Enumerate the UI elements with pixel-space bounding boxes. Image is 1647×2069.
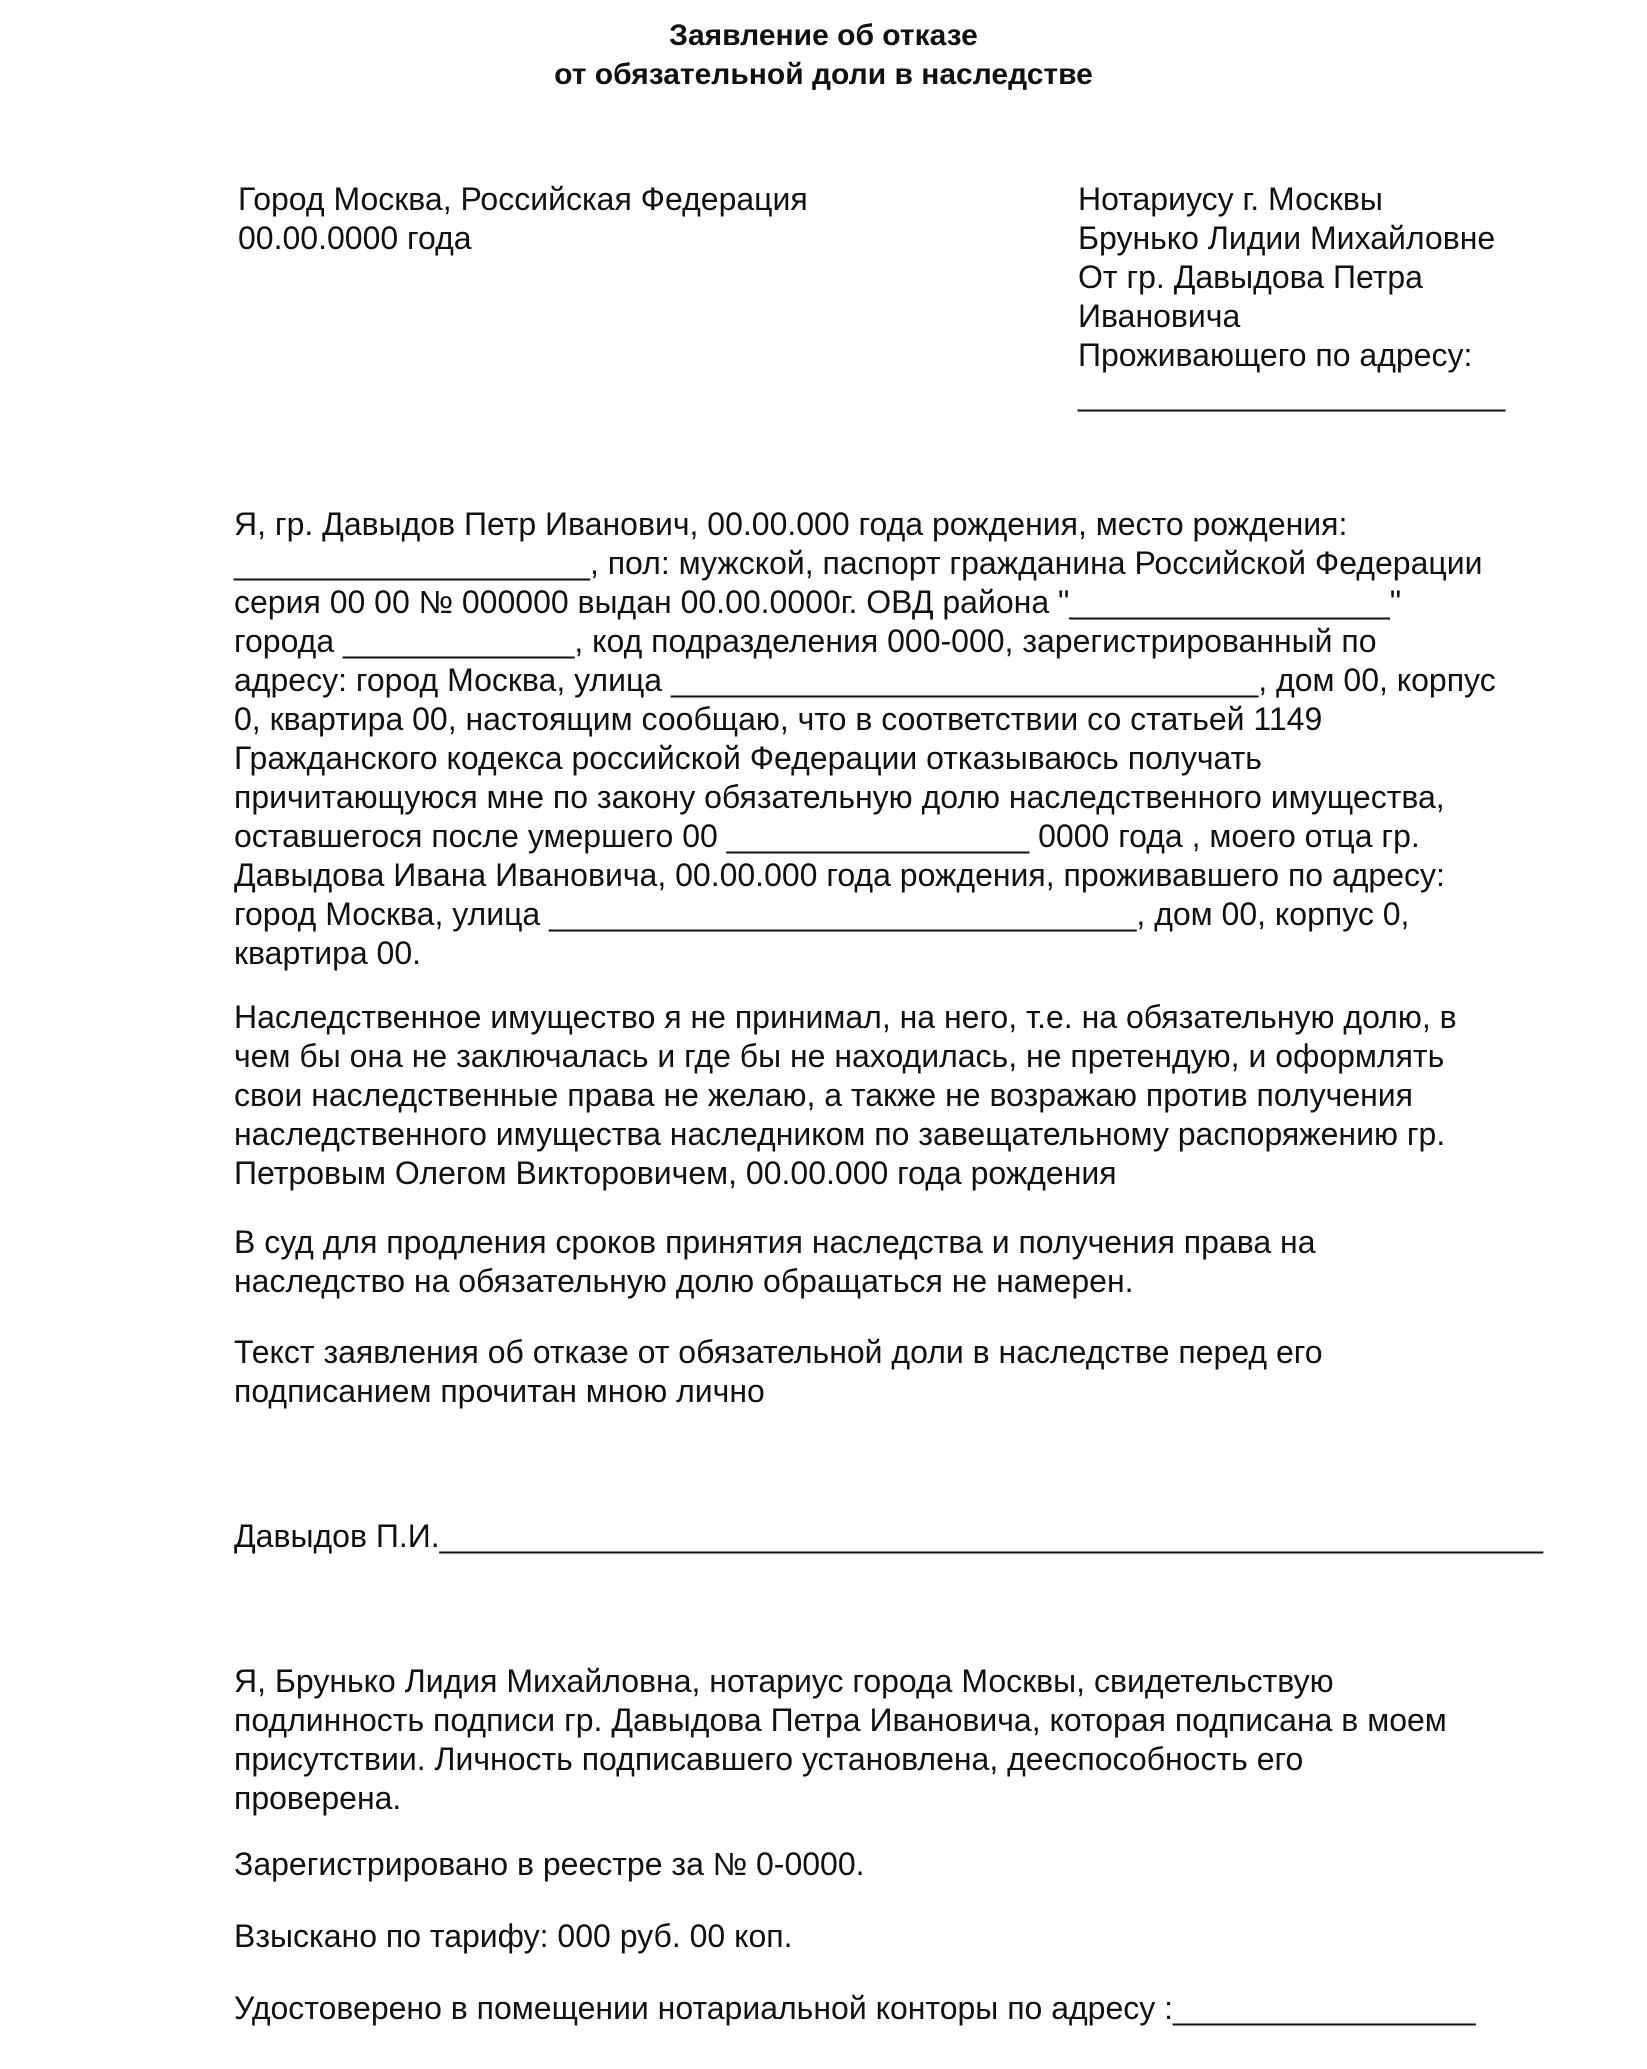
signature-text: Давыдов П.И.______________________________________________________________ [234,1518,1544,1554]
document-title [0,16,1647,94]
addressee-line: Брунько Лидии Михайловне [1078,220,1496,256]
certified-text: Удостоверено в помещении нотариальной конторы по адресу :_________________ [234,1990,1476,2026]
main-statement-paragraph [234,505,1534,973]
paragraph-line: свои наследственные права не желаю, а также не возражаю против получения [234,1077,1413,1113]
paragraph-line: Давыдова Ивана Ивановича, 00.00.000 года рождения, проживавшего по адресу: [234,857,1445,893]
title-line-1: Заявление об отказе [669,19,978,52]
paragraph-line: наследство на обязательную долю обращаться не намерен. [234,1263,1134,1299]
court-paragraph [234,1223,1534,1301]
registry-line [234,1845,1534,1884]
address-blank-line: ________________________ [1078,376,1506,412]
paragraph-line: проверена. [234,1780,402,1816]
header-date: 00.00.0000 года [238,220,472,256]
header-city: Город Москва, Российская Федерация [238,181,808,217]
paragraph-line: наследственного имущества наследником по завещательному распоряжению гр. [234,1116,1446,1152]
read-confirmation-paragraph [234,1333,1534,1411]
addressee-line: Нотариусу г. Москвы [1078,181,1383,217]
addressee-line: От гр. Давыдова Петра [1078,259,1423,295]
certified-location-line [234,1989,1534,2028]
paragraph-line: серия 00 00 № 000000 выдан 00.00.0000г. ОВД района "__________________" [234,584,1402,620]
paragraph-line: город Москва, улица _________________________________, дом 00, корпус 0, [234,896,1410,932]
paragraph-line: 0, квартира 00, настоящим сообщаю, что в соответствии со статьей 1149 [234,701,1323,737]
paragraph-line: Текст заявления об отказе от обязательной доли в наследстве перед его [234,1334,1323,1370]
paragraph-line: чем бы она не заключалась и где бы не находилась, не претендую, и оформлять [234,1038,1445,1074]
paragraph-line: адресу: город Москва, улица _________________________________, дом 00, корпус [234,662,1496,698]
paragraph-line: Наследственное имущество я не принимал, на него, т.е. на обязательную долю, в [234,999,1457,1035]
addressee-block [1078,180,1505,414]
paragraph-line: Петровым Олегом Викторовичем, 00.00.000 года рождения [234,1155,1117,1191]
paragraph-line: причитающуюся мне по закону обязательную долю наследственного имущества, [234,779,1445,815]
registry-text: Зарегистрировано в реестре за № 0-0000. [234,1846,865,1882]
addressee-line: Ивановича [1078,298,1241,334]
paragraph-line: оставшегося после умершего 00 _________________ 0000 года , моего отца гр. [234,818,1420,854]
paragraph-line: Я, гр. Давыдов Петр Иванович, 00.00.000 года рождения, место рождения: [234,506,1348,542]
notary-certification-paragraph [234,1662,1534,1818]
paragraph-line: подлинность подписи гр. Давыдова Петра Ивановича, которая подписана в моем [234,1702,1447,1738]
paragraph-line: города _____________, код подразделения 000-000, зарегистрированный по [234,623,1377,659]
title-line-2: от обязательной доли в наследстве [554,58,1093,91]
addressee-line: Проживающего по адресу: [1078,337,1473,373]
paragraph-line: подписанием прочитан мною лично [234,1373,765,1409]
paragraph-line: ____________________, пол: мужской, паспорт гражданина Российской Федерации [234,545,1483,581]
header-left-block [238,180,808,258]
paragraph-line: Я, Брунько Лидия Михайловна, нотариус города Москвы, свидетельствую [234,1663,1334,1699]
paragraph-line: В суд для продления сроков принятия наследства и получения права на [234,1224,1316,1260]
paragraph-line: присутствии. Личность подписавшего установлена, дееспособность его [234,1741,1304,1777]
tariff-line [234,1917,1534,1956]
signature-line [234,1517,1544,1556]
paragraph-line: Гражданского кодекса российской Федерации отказываюсь получать [234,740,1262,776]
tariff-text: Взыскано по тарифу: 000 руб. 00 коп. [234,1918,793,1954]
paragraph-line: квартира 00. [234,935,422,971]
refusal-paragraph [234,998,1534,1193]
